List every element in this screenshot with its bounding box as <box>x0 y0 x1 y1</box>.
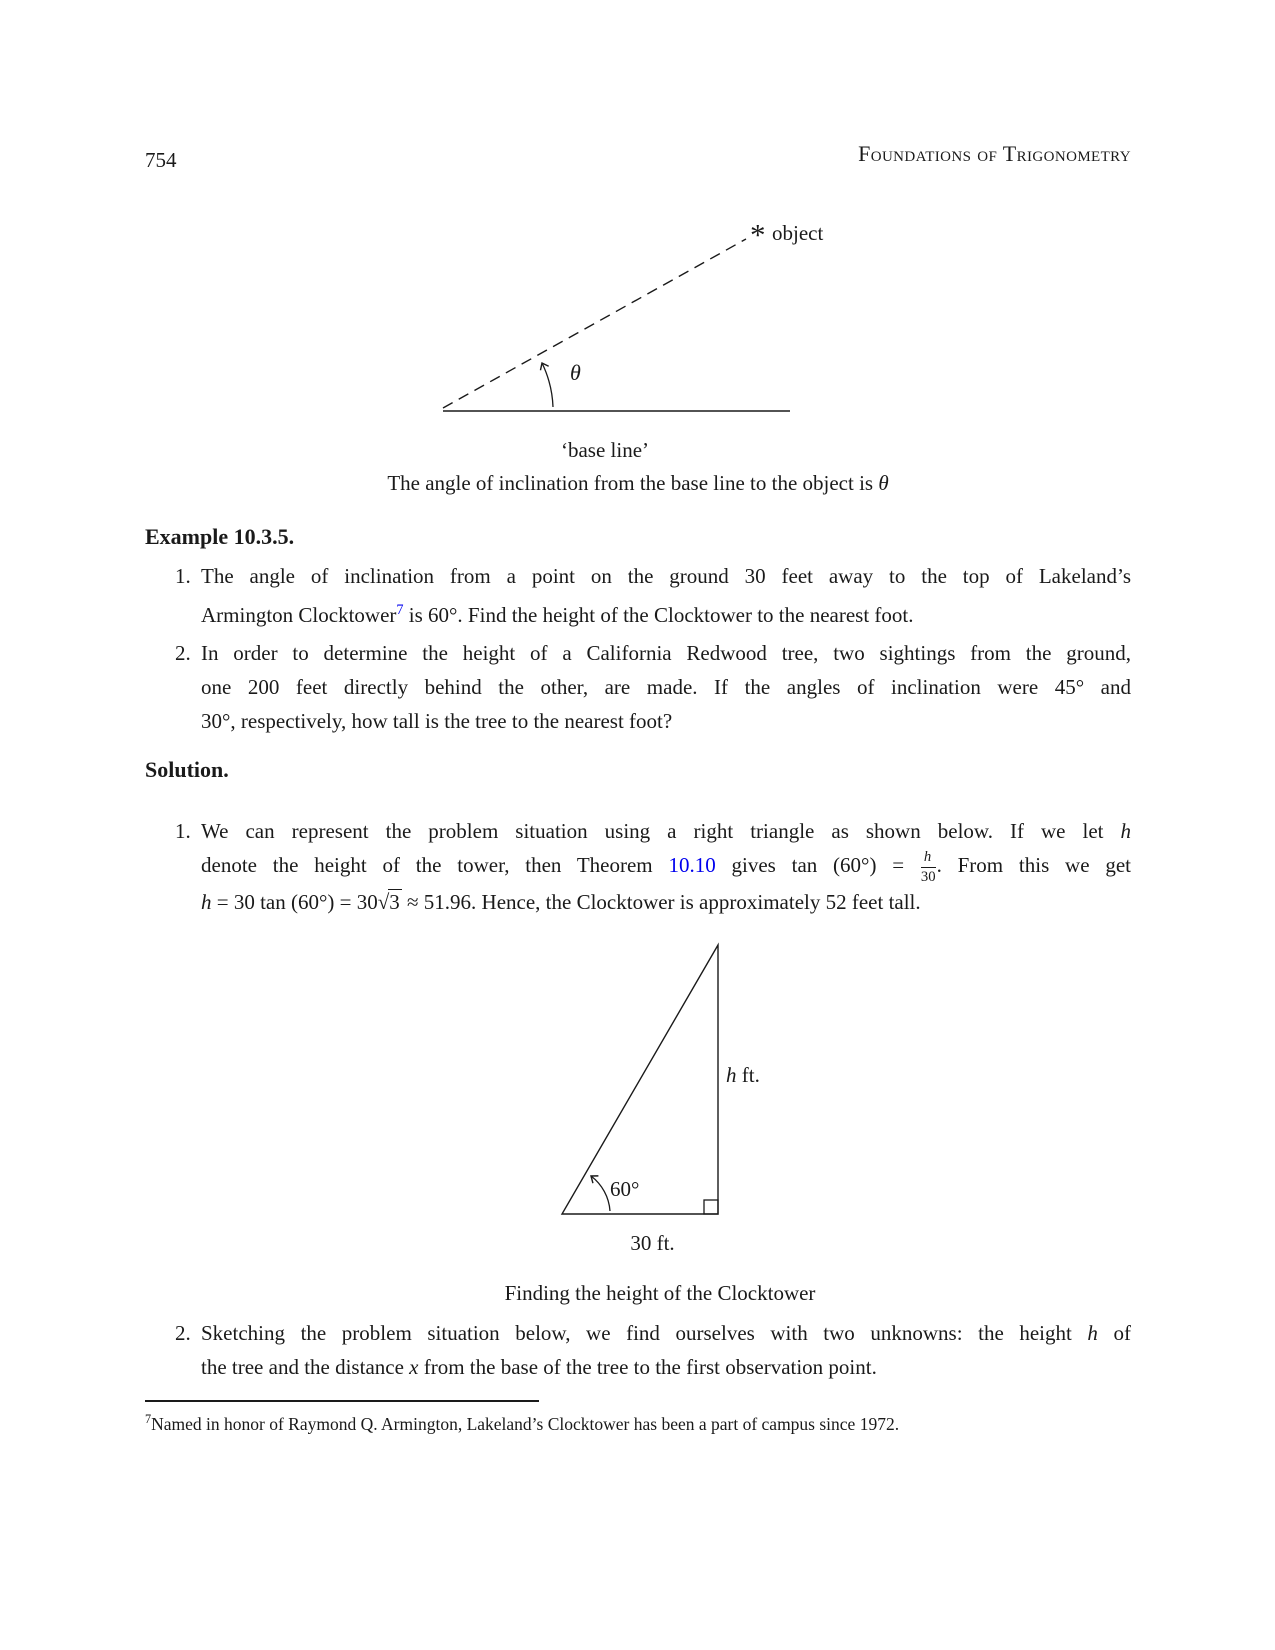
solution-item-2 <box>175 1316 1131 1384</box>
footnote-rule <box>145 1400 539 1402</box>
item-number: 2. <box>175 641 191 665</box>
footnote <box>145 1406 1131 1437</box>
baseline-caption: ‘base line’ <box>560 438 650 462</box>
base-label: 30 ft. <box>630 1231 675 1255</box>
text-line: h = 30 tan (60°) = 30√3 ≈ 51.96. Hence, the Clocktower is approximately 52 feet tall. <box>201 890 921 915</box>
right-angle-marker <box>704 1200 718 1214</box>
theorem-link[interactable]: 10.10 <box>668 853 716 877</box>
height-label: h ft. <box>726 1063 760 1087</box>
text-line: Armington Clocktower$^7$ is 60°. Find the height of the Clocktower to the nearest foot. <box>201 602 914 627</box>
footnote-text: Named in honor of Raymond Q. Armington, Lakeland’s Clocktower has been a part of campus since 1972. <box>151 1413 900 1434</box>
text-line: the tree and the distance x from the base of the tree to the first observation point. <box>201 1355 877 1379</box>
text-line: We can represent the problem situation using a right triangle as shown below. If we let h <box>201 819 1131 843</box>
example-item-1 <box>175 559 1131 632</box>
text-line: Sketching the problem situation below, we find ourselves with two unknowns: the height h of <box>201 1321 1131 1345</box>
text-line: denote the height of the tower, then Theorem 10.10 gives tan (60°) = $\frac{h}{30}$ . From this we get <box>201 849 1131 885</box>
triangle-diagram <box>535 935 825 1265</box>
item-number: 2. <box>175 1321 191 1345</box>
right-triangle <box>562 945 718 1214</box>
text-line: 30°, respectively, how tall is the tree to the nearest foot? <box>201 709 673 733</box>
example-item-2 <box>175 636 1131 738</box>
theta-label: θ <box>570 360 581 385</box>
object-label: object <box>772 221 824 245</box>
star-icon: * <box>750 217 766 252</box>
item-number: 1. <box>175 564 191 588</box>
angle-arc-arrow <box>591 1176 610 1211</box>
solution-item-1 <box>175 814 1131 919</box>
theta-arc-arrow <box>542 363 553 407</box>
item-number: 1. <box>175 819 191 843</box>
running-header: Foundations of Trigonometry <box>858 141 1131 166</box>
solution-heading: Solution. <box>145 757 229 782</box>
figure1-caption: The angle of inclination from the base line to the object is θ <box>387 471 889 495</box>
example-heading: Example 10.3.5. <box>145 524 295 549</box>
footnote-ref-link[interactable]: 7 <box>396 602 404 618</box>
sight-line-dashed <box>443 239 746 408</box>
angle-label: 60° <box>610 1177 640 1201</box>
text-line: one 200 feet directly behind the other, are made. If the angles of inclination were 45° and <box>201 675 1131 699</box>
footnote-marker: 7 <box>145 1412 152 1426</box>
figure2-caption: Finding the height of the Clocktower <box>504 1281 816 1305</box>
page-number: 754 <box>145 148 177 172</box>
text-line: In order to determine the height of a California Redwood tree, two sightings from the ground, <box>201 641 1131 665</box>
text-line: The angle of inclination from a point on the ground 30 feet away to the top of Lakeland’s <box>201 564 1131 588</box>
